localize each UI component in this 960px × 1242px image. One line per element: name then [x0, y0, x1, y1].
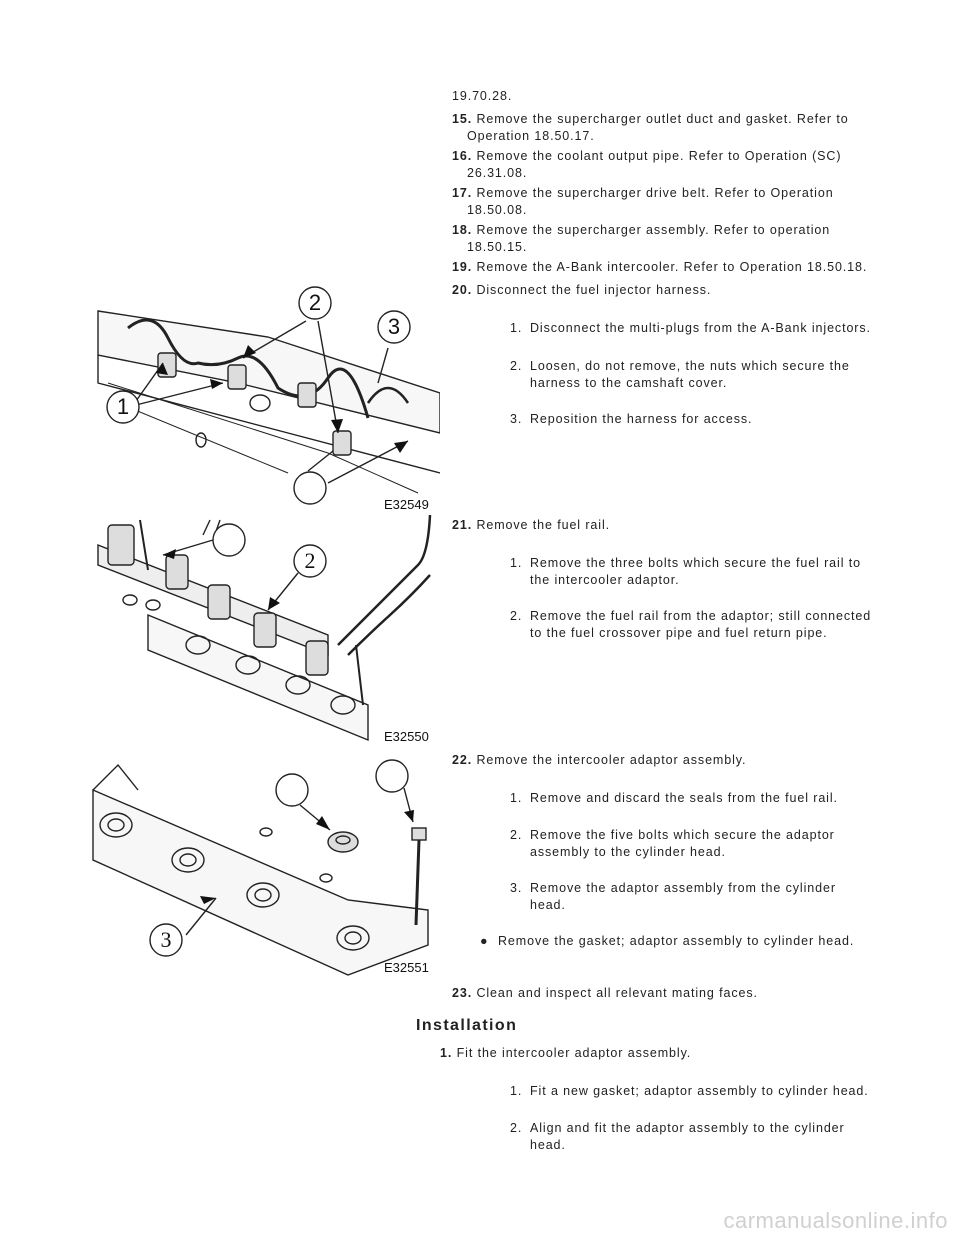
step-14-continued: 19.70.28. — [452, 89, 513, 103]
callout-1: 1 — [116, 394, 130, 419]
figure-id: E32549 — [384, 497, 429, 512]
step-20: 20. Disconnect the fuel injector harness. — [452, 283, 712, 297]
bullet-icon: ● — [480, 934, 489, 948]
watermark: carmanualsonline.info — [723, 1208, 948, 1233]
step-20-sub-1: 1. Disconnect the multi-plugs from the A-Bank injectors. — [510, 321, 871, 335]
install-sub-1: 1. Fit a new gasket; adaptor assembly to cylinder head. — [510, 1084, 869, 1098]
step-22-sub-1: 1. Remove and discard the seals from the fuel rail. — [510, 791, 838, 805]
figure-fuel-rail — [88, 515, 440, 745]
step-20-sub-2: 2. Loosen, do not remove, the nuts which secure the harness to the camshaft cover. — [510, 359, 850, 390]
step-23: 23. Clean and inspect all relevant mating faces. — [452, 986, 758, 1000]
callout-2: 2 — [308, 290, 322, 315]
installation-heading: Installation — [416, 1017, 518, 1034]
step-21: 21. Remove the fuel rail. — [452, 518, 610, 532]
step-22: 22. Remove the intercooler adaptor assembly. — [452, 753, 747, 767]
install-sub-2: 2. Align and fit the adaptor assembly to the cylinder head. — [510, 1121, 845, 1152]
step-21-sub-2: 2. Remove the fuel rail from the adaptor; still connected to the fuel crossover pipe and fuel return pipe. — [510, 609, 872, 640]
step-19: 19. Remove the A-Bank intercooler. Refer to Operation 18.50.18. — [452, 260, 868, 274]
step-16: 16. Remove the coolant output pipe. Refer to Operation (SC) 26.31.08. — [452, 149, 842, 180]
figure-injector-harness — [88, 283, 440, 513]
step-21-sub-1: 1. Remove the three bolts which secure the fuel rail to the intercooler adaptor. — [510, 556, 861, 587]
step-20-sub-3: 3. Reposition the harness for access. — [510, 412, 753, 426]
figure-intercooler-adaptor — [88, 750, 440, 980]
figure-id: E32551 — [384, 960, 429, 975]
step-22-sub-3: 3. Remove the adaptor assembly from the cylinder head. — [510, 881, 836, 912]
step-18: 18. Remove the supercharger assembly. Refer to operation 18.50.15. — [452, 223, 831, 254]
figure-id: E32550 — [384, 729, 429, 744]
install-step-1: 1. Fit the intercooler adaptor assembly. — [440, 1046, 692, 1060]
callout-2: 2 — [304, 548, 316, 573]
step-15: 15. Remove the supercharger outlet duct and gasket. Refer to Operation 18.50.17. — [452, 112, 849, 143]
step-22-bullet: ● Remove the gasket; adaptor assembly to cylinder head. — [480, 934, 855, 948]
callout-3: 3 — [160, 927, 172, 952]
callout-3: 3 — [387, 314, 401, 339]
step-17: 17. Remove the supercharger drive belt. Refer to Operation 18.50.08. — [452, 186, 834, 217]
step-22-sub-2: 2. Remove the five bolts which secure the adaptor assembly to the cylinder head. — [510, 828, 835, 859]
